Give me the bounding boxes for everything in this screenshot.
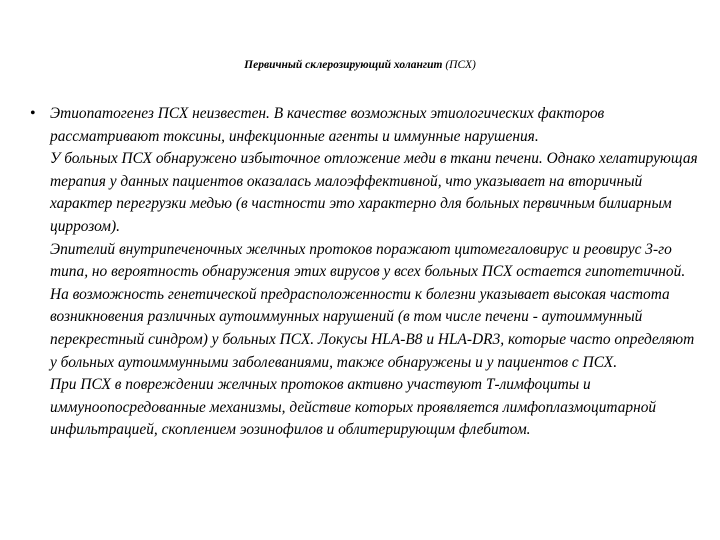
slide-title: [0, 58, 720, 72]
bullet-icon: •: [30, 105, 36, 122]
slide-title-main: Первичный склерозирующий холангит: [244, 59, 443, 71]
paragraph-copper: У больных ПСХ обнаружено избыточное отложение меди в ткани печени. Однако хелатирующая терапия у данных пациентов оказалась малоэффективной, что указывает на вторичный характер перегрузки медью (в частности это характерно для больных первичным билиарным циррозом).: [50, 150, 698, 235]
slide-title-abbreviation: (ПСХ): [442, 59, 476, 71]
paragraph-genetics: На возможность генетической предрасположенности к болезни указывает высокая частота возникновения различных аутоиммунных нарушений (в том числе печени - аутоиммунный перекрестный синдром) у больных ПСХ. Локусы HLA-B8 и HLA-DR3, которые часто определяют у больных аутоиммунными заболеваниями, также обнаружены и у пациентов с ПСХ.: [50, 285, 695, 371]
bullet-body: [50, 103, 700, 442]
paragraph-viruses: Эпителий внутрипеченочных желчных протоков поражают цитомегаловирус и реовирус 3-го типа, но вероятность обнаружения этих вирусов у всех больных ПСХ остается гипотетичной.: [50, 240, 686, 281]
paragraph-immune: При ПСХ в повреждении желчных протоков активно участвуют Т-лимфоциты и иммуноопосредованные механизмы, действие которых проявляется лимфоплазмоцитарной инфильтрацией, скоплением эозинофилов и облитерирующим флебитом.: [50, 376, 657, 439]
bullet-list-item: [30, 103, 700, 442]
paragraph-etiology: Этиопатогенез ПСХ неизвестен. В качестве возможных этиологических факторов рассматривают токсины, инфекционные агенты и иммунные нарушения.: [50, 105, 605, 145]
